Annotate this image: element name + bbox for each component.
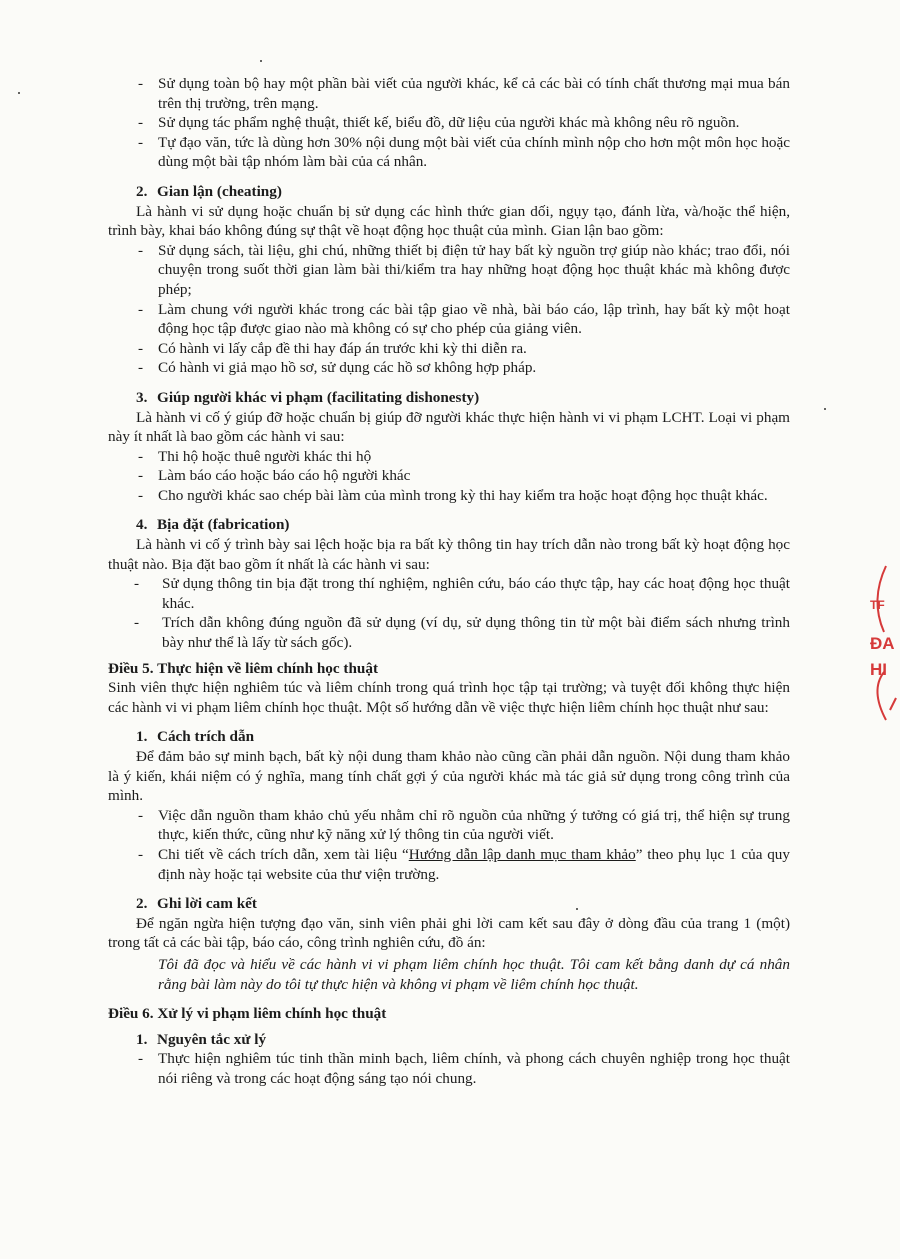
list-item: - Thực hiện nghiêm túc tinh thần minh bạch, liêm chính, và phong cách chuyên nghiệp trong học thuật nói riêng và trong các hoạt động sáng tạo nói chung. <box>108 1049 790 1088</box>
principles-heading: 1. Nguyên tắc xử lý <box>136 1030 267 1048</box>
stamp-text: ĐA <box>870 634 895 653</box>
commitment-intro: Để ngăn ngừa hiện tượng đạo văn, sinh viên phải ghi lời cam kết sau đây ở dòng đầu của trang 1 (một) trong tất cả các bài tập, báo cáo, công trình nghiên cứu, đồ án: <box>108 914 790 952</box>
cheating-list <box>108 241 790 378</box>
stamp-text: TF <box>870 598 885 612</box>
commitment-heading: 2. Ghi lời cam kết <box>136 895 257 913</box>
plagiarism-list <box>108 74 790 172</box>
fabrication-heading: 4. Bịa đặt (fabrication) <box>136 516 290 534</box>
list-item: - Sử dụng tác phẩm nghệ thuật, thiết kế, biểu đồ, dữ liệu của người khác mà không nêu rõ nguồn. <box>108 113 790 133</box>
document-body <box>108 74 790 1089</box>
list-item: - Có hành vi lấy cắp đề thi hay đáp án trước khi kỳ thi diễn ra. <box>108 339 790 359</box>
cheating-intro: Là hành vi sử dụng hoặc chuẩn bị sử dụng các hình thức gian dối, ngụy tạo, đánh lừa, và/hoặc thể hiện, trình bày, khai báo không đúng sự thật về hoạt động học thuật của mình. Gian lận bao gồm: <box>108 202 790 240</box>
list-item: - Trích dẫn không đúng nguồn đã sử dụng (ví dụ, sử dụng thông tin từ một bài điểm sách nhưng trình bày như thể là lấy từ sách gốc). <box>108 613 790 652</box>
cheating-heading: 2. Gian lận (cheating) <box>136 182 282 200</box>
list-item: - Sử dụng sách, tài liệu, ghi chú, những thiết bị điện tử hay bất kỳ nguồn trợ giúp nào khác; trao đổi, nói chuyện trong suốt thời gian làm bài thi/kiểm tra hay những hoạt động học thuật khác mà không được phép; <box>108 241 790 300</box>
citation-list <box>108 806 790 884</box>
fabrication-list <box>108 574 790 652</box>
scan-speck <box>18 92 20 94</box>
list-item: - Có hành vi giả mạo hồ sơ, sử dụng các hồ sơ không hợp pháp. <box>108 358 790 378</box>
scan-speck <box>824 408 826 410</box>
list-item: - Làm chung với người khác trong các bài tập giao về nhà, bài báo cáo, lập trình, hay bất kỳ một hoạt động học tập được giao nào mà không có sự cho phép của giảng viên. <box>108 300 790 339</box>
article-5-intro: Sinh viên thực hiện nghiêm túc và liêm chính trong quá trình học tập tại trường; và tuyệt đối không thực hiện các hành vi vi phạm liêm chính học thuật. Một số hướng dẫn về việc thực hiện liêm chính học thuật như sau: <box>108 679 790 716</box>
list-item: - Thi hộ hoặc thuê người khác thi hộ <box>108 447 790 467</box>
fabrication-intro: Là hành vi cố ý trình bày sai lệch hoặc bịa ra bất kỳ thông tin hay trích dẫn nào trong bất kỳ hoạt động học thuật nào. Bịa đặt bao gồm ít nhất là các hành vi sau: <box>108 536 790 573</box>
list-item: - Làm báo cáo hoặc báo cáo hộ người khác <box>108 466 790 486</box>
list-item: - Việc dẫn nguồn tham khảo chủ yếu nhằm chỉ rõ nguồn của những ý tưởng có giá trị, thể hiện sự trung thực, kiến thức, cũng như kỹ năng xử lý thông tin của người viết. <box>108 806 790 845</box>
citation-guide-link: Hướng dẫn lập danh mục tham khảo <box>408 845 636 863</box>
article-5-title: Điều 5. Thực hiện về liêm chính học thuật <box>108 659 379 677</box>
facilitating-intro: Là hành vi cố ý giúp đỡ hoặc chuẩn bị giúp đỡ người khác thực hiện hành vi vi phạm LCHT. Loại vi phạm này ít nhất là bao gồm các hành vi sau: <box>108 408 790 446</box>
facilitating-heading: 3. Giúp người khác vi phạm (facilitating dishonesty) <box>136 388 480 406</box>
list-item: - Chi tiết về cách trích dẫn, xem tài liệu “Hướng dẫn lập danh mục tham khảo” theo phụ lục 1 của quy định này hoặc tại website của thư viện trường. <box>108 845 790 884</box>
list-item: - Cho người khác sao chép bài làm của mình trong kỳ thi hay kiểm tra hoặc hoạt động học thuật khác. <box>108 486 790 506</box>
list-item: - Sử dụng thông tin bịa đặt trong thí nghiệm, nghiên cứu, báo cáo thực tập, hay các hoaṭ động học thuật khác. <box>108 574 790 613</box>
principles-list <box>108 1049 790 1088</box>
citation-heading: 1. Cách trích dẫn <box>136 728 255 746</box>
commitment-quote: Tôi đã đọc và hiểu về các hành vi vi phạm liêm chính học thuật. Tôi cam kết bằng danh dự cá nhân rằng bài làm này do tôi tự thực hiện và không vi phạm về liêm chính học thuật. <box>158 955 790 993</box>
stamp-text: HI <box>870 660 887 679</box>
scan-speck <box>260 60 262 62</box>
scan-speck <box>576 908 578 910</box>
article-6-title: Điều 6. Xử lý vi phạm liêm chính học thuật <box>108 1005 387 1023</box>
facilitating-list <box>108 447 790 506</box>
list-item: - Sử dụng toàn bộ hay một phần bài viết của người khác, kể cả các bài có tính chất thương mại mua bán trên thị trường, trên mạng. <box>108 74 790 113</box>
red-stamp-fragment <box>856 560 900 730</box>
list-item: - Tự đạo văn, tức là dùng hơn 30% nội dung một bài viết của chính mình nộp cho hơn một môn học hoặc dùng một bài tập nhóm làm bài của cá nhân. <box>108 133 790 172</box>
citation-intro: Để đảm bảo sự minh bạch, bất kỳ nội dung tham khảo nào cũng cần phải dẫn nguồn. Nội dung tham khảo là ý kiến, khái niệm có ý nghĩa, mang tính chất gợi ý của người khác mà tác giả sử dụng trong công trình của mình. <box>108 748 790 805</box>
